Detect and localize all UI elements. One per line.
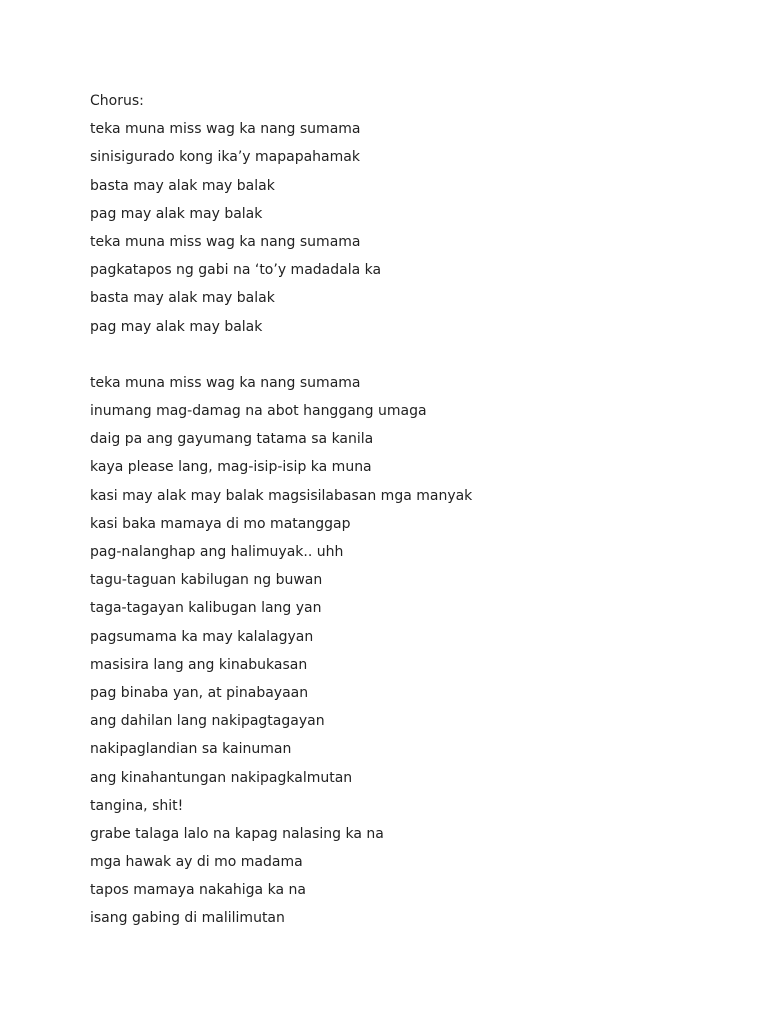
verse-line: masisira lang ang kinabukasan — [90, 656, 308, 673]
verse-line: kasi may alak may balak magsisilabasan mga manyak — [90, 487, 473, 504]
chorus-line: pagkatapos ng gabi na ‘to’y madadala ka — [90, 262, 382, 279]
verse-line: pag-nalanghap ang halimuyak.. uhh — [90, 544, 344, 560]
verse-line: inumang mag-damag na abot hanggang umaga — [90, 403, 427, 420]
verse-line: ang dahilan lang nakipagtagayan — [90, 713, 325, 730]
verse-line: tangina, shit! — [90, 797, 184, 814]
verse-line: taga-tagayan kalibugan lang yan — [90, 600, 322, 617]
chorus-line: basta may alak may balak — [90, 177, 275, 194]
verse-line: pag binaba yan, at pinabayaan — [90, 684, 309, 701]
verse-line: mga hawak ay di mo madama — [90, 854, 303, 871]
stanza-gap — [90, 343, 472, 371]
chorus-line: basta may alak may balak — [90, 290, 275, 307]
chorus-line: teka muna miss wag ka nang sumama — [90, 121, 361, 138]
chorus-line: sinisigurado kong ika’y mapapahamak — [90, 149, 360, 166]
verse-line: isang gabing di malilimutan — [90, 910, 285, 927]
chorus-line: teka muna miss wag ka nang sumama — [90, 233, 361, 250]
verse-line: kaya please lang, mag-isip-isip ka muna — [90, 459, 372, 476]
verse-line: teka muna miss wag ka nang sumama — [90, 374, 361, 391]
verse-line: nakipaglandian sa kainuman — [90, 741, 292, 758]
verse-line: pagsumama ka may kalalagyan — [90, 628, 314, 645]
chorus-line: pag may alak may balak — [90, 205, 263, 222]
verse-line: tapos mamaya nakahiga ka na — [90, 882, 306, 899]
chorus-heading: Chorus: — [90, 93, 144, 109]
verse-line: ang kinahantungan nakipagkalmutan — [90, 769, 353, 786]
chorus-line: pag may alak may balak — [90, 318, 263, 335]
verse-line: grabe talaga lalo na kapag nalasing ka na — [90, 825, 384, 842]
verse-line: daig pa ang gayumang tatama sa kanila — [90, 431, 374, 448]
verse-line: kasi baka mamaya di mo matanggap — [90, 515, 351, 532]
lyrics-text — [90, 89, 472, 935]
verse-line: tagu-taguan kabilugan ng buwan — [90, 572, 323, 589]
